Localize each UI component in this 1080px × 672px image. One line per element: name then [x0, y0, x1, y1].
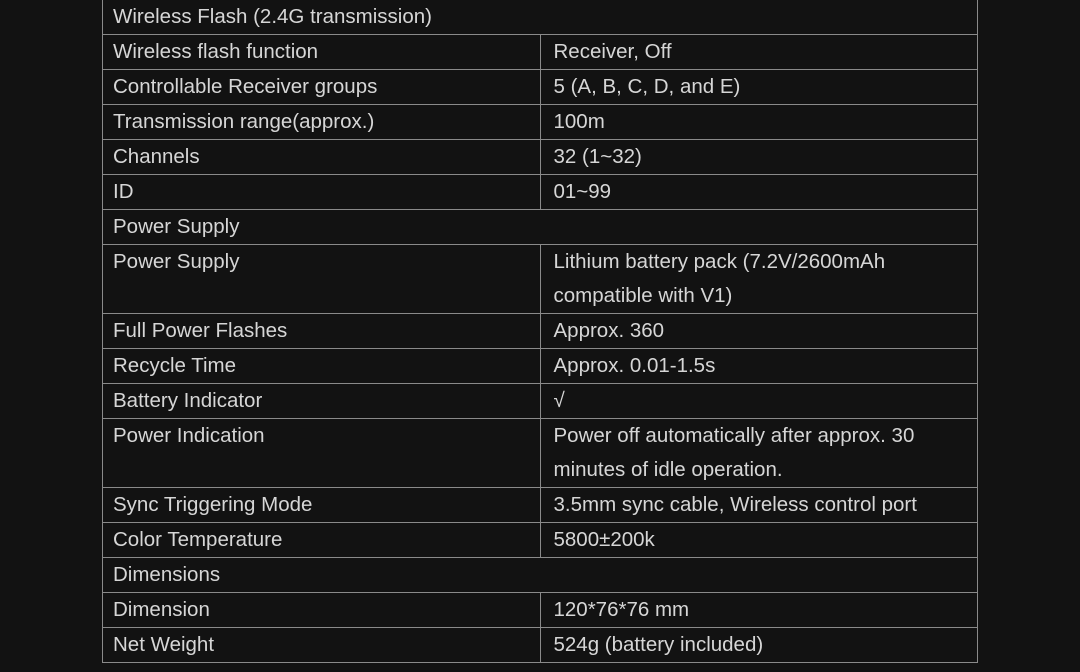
spec-value: 100m: [540, 105, 978, 140]
spec-value: Approx. 0.01-1.5s: [540, 349, 978, 384]
spec-value: 5 (A, B, C, D, and E): [540, 70, 978, 105]
spec-row: [103, 419, 978, 488]
spec-row: [103, 70, 978, 105]
spec-value: 120*76*76 mm: [540, 593, 978, 628]
section-heading: Dimensions: [103, 558, 978, 593]
spec-row: [103, 488, 978, 523]
spec-label: ID: [103, 175, 541, 210]
section-row-wireless-flash: [103, 0, 978, 35]
spec-row: [103, 523, 978, 558]
section-heading: Power Supply: [103, 210, 978, 245]
section-row-dimensions: [103, 558, 978, 593]
spec-row: [103, 35, 978, 70]
spec-label: Power Supply: [103, 245, 541, 314]
spec-label: Dimension: [103, 593, 541, 628]
spec-label: Power Indication: [103, 419, 541, 488]
spec-row: [103, 314, 978, 349]
spec-row: [103, 175, 978, 210]
spec-value: 3.5mm sync cable, Wireless control port: [540, 488, 978, 523]
check-mark-icon: √: [540, 384, 978, 419]
spec-table: [102, 0, 978, 663]
spec-row: [103, 384, 978, 419]
section-row-power-supply: [103, 210, 978, 245]
spec-value: 32 (1~32): [540, 140, 978, 175]
section-heading: Wireless Flash (2.4G transmission): [103, 0, 978, 35]
spec-row: [103, 245, 978, 314]
spec-label: Sync Triggering Mode: [103, 488, 541, 523]
spec-value: Approx. 360: [540, 314, 978, 349]
spec-row: [103, 349, 978, 384]
spec-row: [103, 105, 978, 140]
spec-label: Net Weight: [103, 628, 541, 663]
spec-label: Controllable Receiver groups: [103, 70, 541, 105]
spec-value: 5800±200k: [540, 523, 978, 558]
spec-row: [103, 593, 978, 628]
spec-row: [103, 628, 978, 663]
spec-row: [103, 140, 978, 175]
spec-label: Recycle Time: [103, 349, 541, 384]
spec-value: 01~99: [540, 175, 978, 210]
spec-value: 524g (battery included): [540, 628, 978, 663]
spec-label: Color Temperature: [103, 523, 541, 558]
spec-label: Transmission range(approx.): [103, 105, 541, 140]
spec-label: Battery Indicator: [103, 384, 541, 419]
spec-label: Channels: [103, 140, 541, 175]
spec-label: Full Power Flashes: [103, 314, 541, 349]
spec-label: Wireless flash function: [103, 35, 541, 70]
spec-value: Power off automatically after approx. 30 minutes of idle operation.: [540, 419, 978, 488]
spec-value: Receiver, Off: [540, 35, 978, 70]
spec-value: Lithium battery pack (7.2V/2600mAh compatible with V1): [540, 245, 978, 314]
